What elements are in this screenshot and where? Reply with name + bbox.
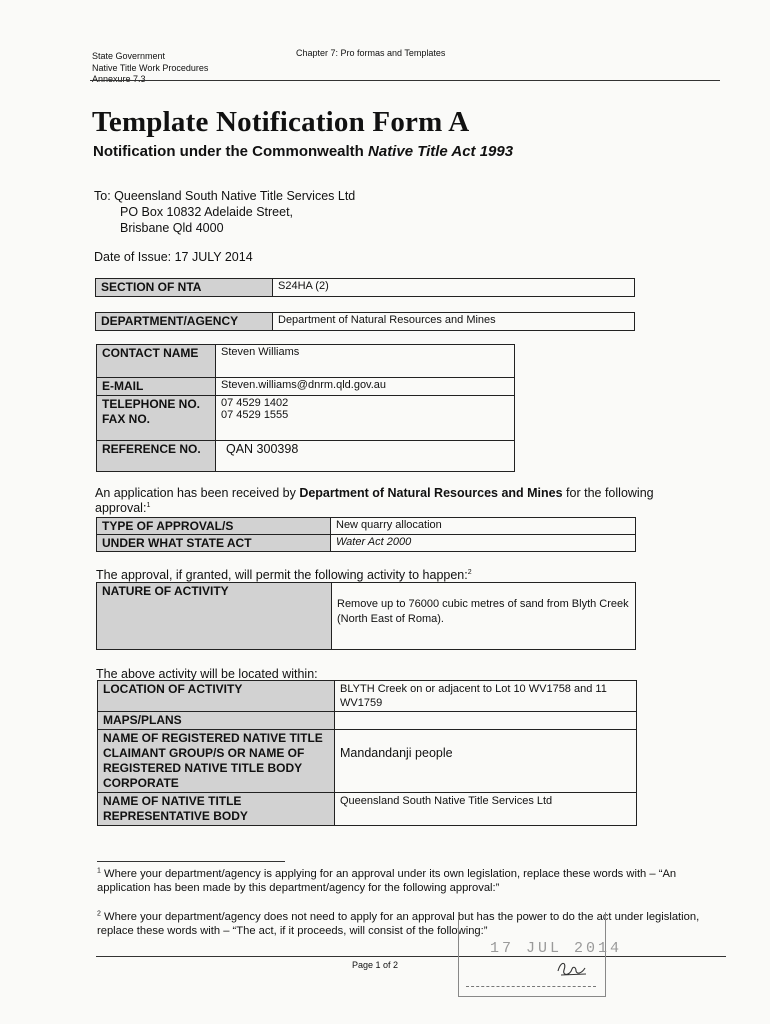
subtitle-act: Native Title Act 1993	[368, 143, 514, 160]
location-label: LOCATION OF ACTIVITY	[98, 681, 335, 712]
contact-table	[96, 344, 515, 472]
application-prefix: An application has been received by	[95, 486, 300, 500]
fax-value: 07 4529 1555	[221, 409, 289, 421]
footnote-2-text: Where your department/agency does not need to apply for an approval but has the power to do the act under legislation, replace these words with – “The act, if it proceeds, will consist of the following:”	[97, 911, 700, 937]
email-label: E-MAIL	[97, 378, 216, 396]
section-nta-label: SECTION OF NTA	[96, 279, 273, 297]
location-value: BLYTH Creek on or adjacent to Lot 10 WV1758 and 11 WV1759	[335, 681, 637, 712]
recipient-line-1: To: Queensland South Native Title Services Ltd	[94, 189, 356, 203]
maps-value	[335, 712, 637, 730]
footnote-2-number: 2	[97, 910, 101, 918]
contact-name-value: Steven Williams	[216, 345, 515, 378]
header-rule	[90, 80, 720, 81]
representative-body-label: NAME OF NATIVE TITLE REPRESENTATIVE BODY	[98, 793, 335, 826]
footnote-2	[97, 910, 717, 938]
approval-type-value: New quarry allocation	[331, 518, 636, 535]
section-nta-value: S24HA (2)	[273, 279, 635, 297]
footnote-ref-1[interactable]: 1	[146, 501, 151, 509]
recipient-line-2: PO Box 10832 Adelaide Street,	[120, 205, 294, 219]
reference-label: REFERENCE NO.	[97, 441, 216, 472]
activity-intro-text: The approval, if granted, will permit the following activity to happen:	[96, 568, 468, 582]
page-title: Template Notification Form A	[92, 106, 470, 138]
footer-rule	[96, 956, 726, 957]
fax-label: FAX NO.	[102, 412, 151, 426]
header-line-1: State Government	[92, 51, 166, 61]
nature-value: Remove up to 76000 cubic metres of sand from Blyth Creek (North East of Roma).	[332, 583, 636, 650]
application-suffix: for the following approval:	[95, 486, 654, 515]
department-value: Department of Natural Resources and Mines	[273, 313, 635, 331]
location-intro: The above activity will be located within:	[96, 667, 318, 681]
footnote-ref-2[interactable]: 2	[467, 568, 472, 576]
stamp-date: 17 JUL 2014	[490, 940, 623, 957]
phone-fax-label	[97, 396, 216, 441]
header-chapter: Chapter 7: Pro formas and Templates	[296, 48, 446, 58]
application-agency: Department of Natural Resources and Mines	[299, 486, 563, 500]
approval-table	[96, 517, 636, 552]
phone-fax-values	[216, 396, 515, 441]
telephone-value: 07 4529 1402	[221, 397, 289, 409]
application-statement	[95, 486, 685, 516]
reference-value: QAN 300398	[216, 441, 515, 472]
activity-intro	[96, 568, 472, 582]
recipient-line-3: Brisbane Qld 4000	[120, 221, 224, 235]
date-of-issue: Date of Issue: 17 JULY 2014	[94, 250, 253, 264]
location-table	[97, 680, 637, 826]
email-value: Steven.williams@dnrm.qld.gov.au	[216, 378, 515, 396]
nature-table	[96, 582, 636, 650]
stamp-dashed-line	[466, 986, 596, 987]
footnote-1-text: Where your department/agency is applying for an approval under its own legislation, replace these words with – “An application has been made by this department/agency for the following approval:”	[97, 868, 677, 894]
state-act-value: Water Act 2000	[331, 535, 636, 552]
nature-label: NATURE OF ACTIVITY	[97, 583, 332, 650]
footnote-1	[97, 867, 717, 895]
claimant-label: NAME OF REGISTERED NATIVE TITLE CLAIMANT GROUP/S OR NAME OF REGISTERED NATIVE TITLE BODY CORPORATE	[98, 730, 335, 793]
representative-body-value: Queensland South Native Title Services Ltd	[335, 793, 637, 826]
page-subtitle	[93, 143, 513, 160]
recipient-address	[94, 188, 355, 236]
section-nta-table	[95, 278, 635, 297]
claimant-value: Mandandanji people	[335, 730, 637, 793]
footnote-1-number: 1	[97, 867, 101, 875]
department-label: DEPARTMENT/AGENCY	[96, 313, 273, 331]
telephone-label: TELEPHONE NO.	[102, 397, 201, 411]
header-line-2: Native Title Work Procedures	[92, 62, 209, 73]
approval-type-label: TYPE OF APPROVAL/S	[97, 518, 331, 535]
header-line-3: Annexure 7.3	[92, 74, 146, 84]
subtitle-prefix: Notification under the Commonwealth	[93, 143, 369, 160]
footnote-rule	[97, 861, 285, 862]
maps-label: MAPS/PLANS	[98, 712, 335, 730]
department-table	[95, 312, 635, 331]
contact-name-label: CONTACT NAME	[97, 345, 216, 378]
page-number: Page 1 of 2	[352, 960, 399, 970]
signature-icon	[555, 958, 589, 980]
state-act-label: UNDER WHAT STATE ACT	[97, 535, 331, 552]
